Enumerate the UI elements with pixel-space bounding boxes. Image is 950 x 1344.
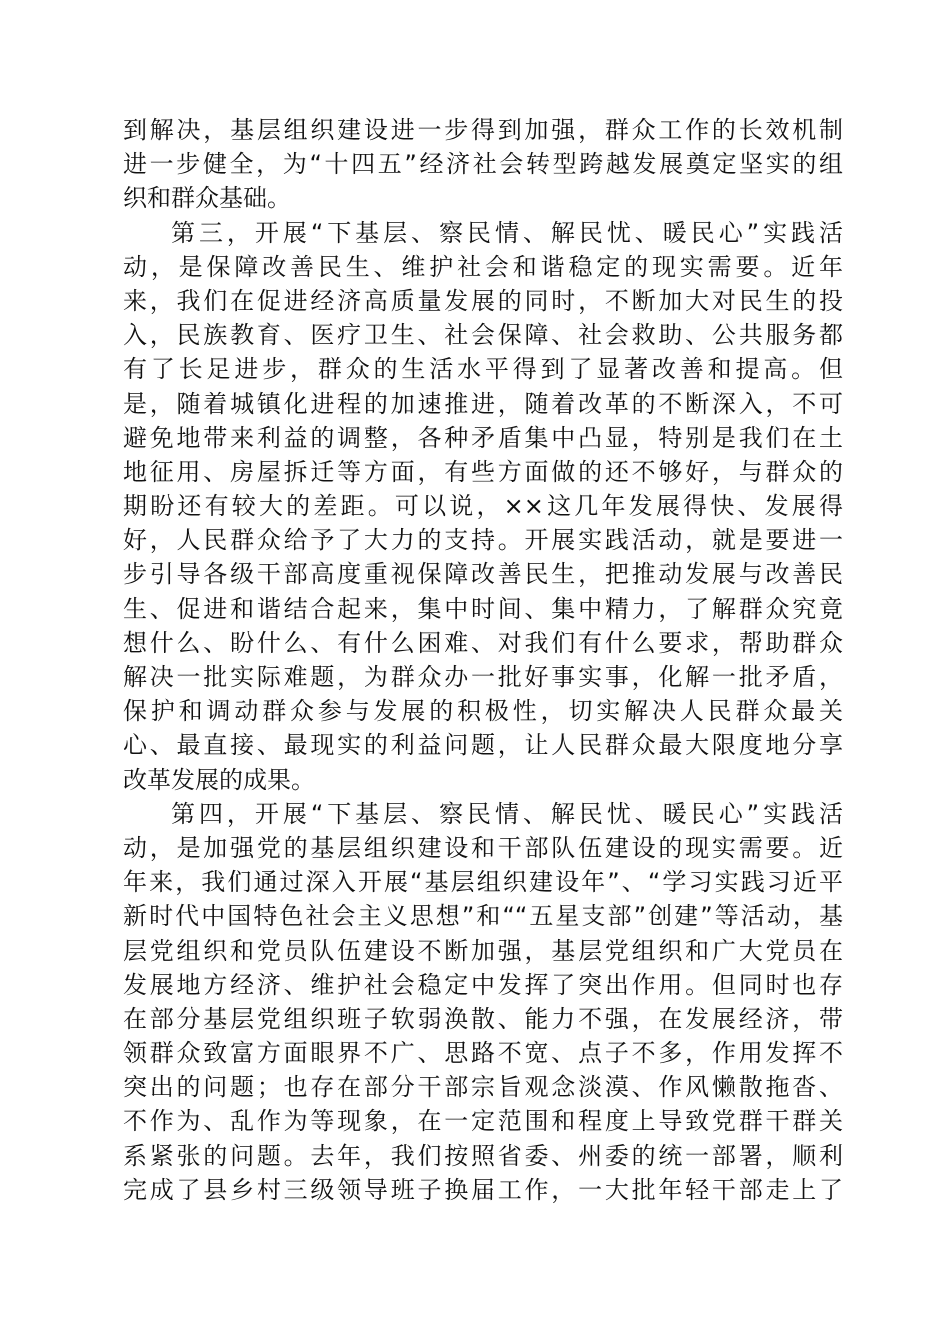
text-line: 突出的问题；也存在部分干部宗旨观念淡漠、作风懒散拖沓、 [123, 1073, 843, 1102]
text-line: 进一步健全，为“十四五”经济社会转型跨越发展奠定坚实的组 [123, 150, 843, 179]
text-line: 期盼还有较大的差距。可以说，××这几年发展得快、发展得 [123, 492, 843, 521]
text-line: 系紧张的问题。去年，我们按照省委、州委的统一部署，顺利 [123, 1141, 843, 1170]
text-line: 来，我们在促进经济高质量发展的同时，不断加大对民生的投 [123, 286, 843, 315]
text-line: 织和群众基础。 [123, 184, 291, 213]
text-line: 年来，我们通过深入开展“基层组织建设年”、“学习实践习近平 [123, 868, 843, 897]
text-line: 领群众致富方面眼界不广、思路不宽、点子不多，作用发挥不 [123, 1039, 843, 1068]
text-line: 有了长足进步，群众的生活水平得到了显著改善和提高。但 [123, 355, 843, 384]
text-line: 动，是保障改善民生、维护社会和谐稳定的现实需要。近年 [123, 252, 843, 281]
text-line: 到解决，基层组织建设进一步得到加强，群众工作的长效机制 [123, 116, 843, 144]
text-line: 好，人民群众给予了大力的支持。开展实践活动，就是要进一 [123, 526, 843, 555]
text-line: 避免地带来利益的调整，各种矛盾集中凸显，特别是我们在土 [123, 423, 843, 452]
text-line: 心、最直接、最现实的利益问题，让人民群众最大限度地分享 [123, 731, 843, 760]
text-line: 地征用、房屋拆迁等方面，有些方面做的还不够好，与群众的 [123, 457, 843, 486]
document-body [123, 113, 843, 1207]
text-line: 不作为、乱作为等现象，在一定范围和程度上导致党群干群关 [123, 1107, 843, 1136]
text-line: 新时代中国特色社会主义思想”和““五星支部”创建”等活动，基 [123, 902, 843, 931]
text-line: 层党组织和党员队伍建设不断加强，基层党组织和广大党员在 [123, 936, 843, 965]
text-line: 保护和调动群众参与发展的积极性，切实解决人民群众最关 [123, 697, 843, 726]
text-line: 在部分基层党组织班子软弱涣散、能力不强，在发展经济，带 [123, 1004, 843, 1033]
text-line: 步引导各级干部高度重视保障改善民生，把推动发展与改善民 [123, 560, 843, 589]
text-line: 是，随着城镇化进程的加速推进，随着改革的不断深入，不可 [123, 389, 843, 418]
text-line: 解决一批实际难题，为群众办一批好事实事，化解一批矛盾， [123, 663, 843, 691]
text-line: 生、促进和谐结合起来，集中时间、集中精力，了解群众究竟 [123, 594, 843, 623]
paragraph-start-line: 第三，开展“下基层、察民情、解民忧、暖民心”实践活 [171, 218, 843, 247]
text-line: 入，民族教育、医疗卫生、社会保障、社会救助、公共服务都 [123, 321, 843, 350]
text-line: 动，是加强党的基层组织建设和干部队伍建设的现实需要。近 [123, 833, 843, 862]
text-line: 想什么、盼什么、有什么困难、对我们有什么要求，帮助群众 [123, 628, 843, 657]
paragraph-start-line: 第四，开展“下基层、察民情、解民忧、暖民心”实践活 [171, 799, 843, 828]
text-line: 完成了县乡村三级领导班子换届工作，一大批年轻干部走上了 [123, 1175, 843, 1204]
text-line: 改革发展的成果。 [123, 765, 315, 794]
text-line: 发展地方经济、维护社会稳定中发挥了突出作用。但同时也存 [123, 970, 843, 999]
